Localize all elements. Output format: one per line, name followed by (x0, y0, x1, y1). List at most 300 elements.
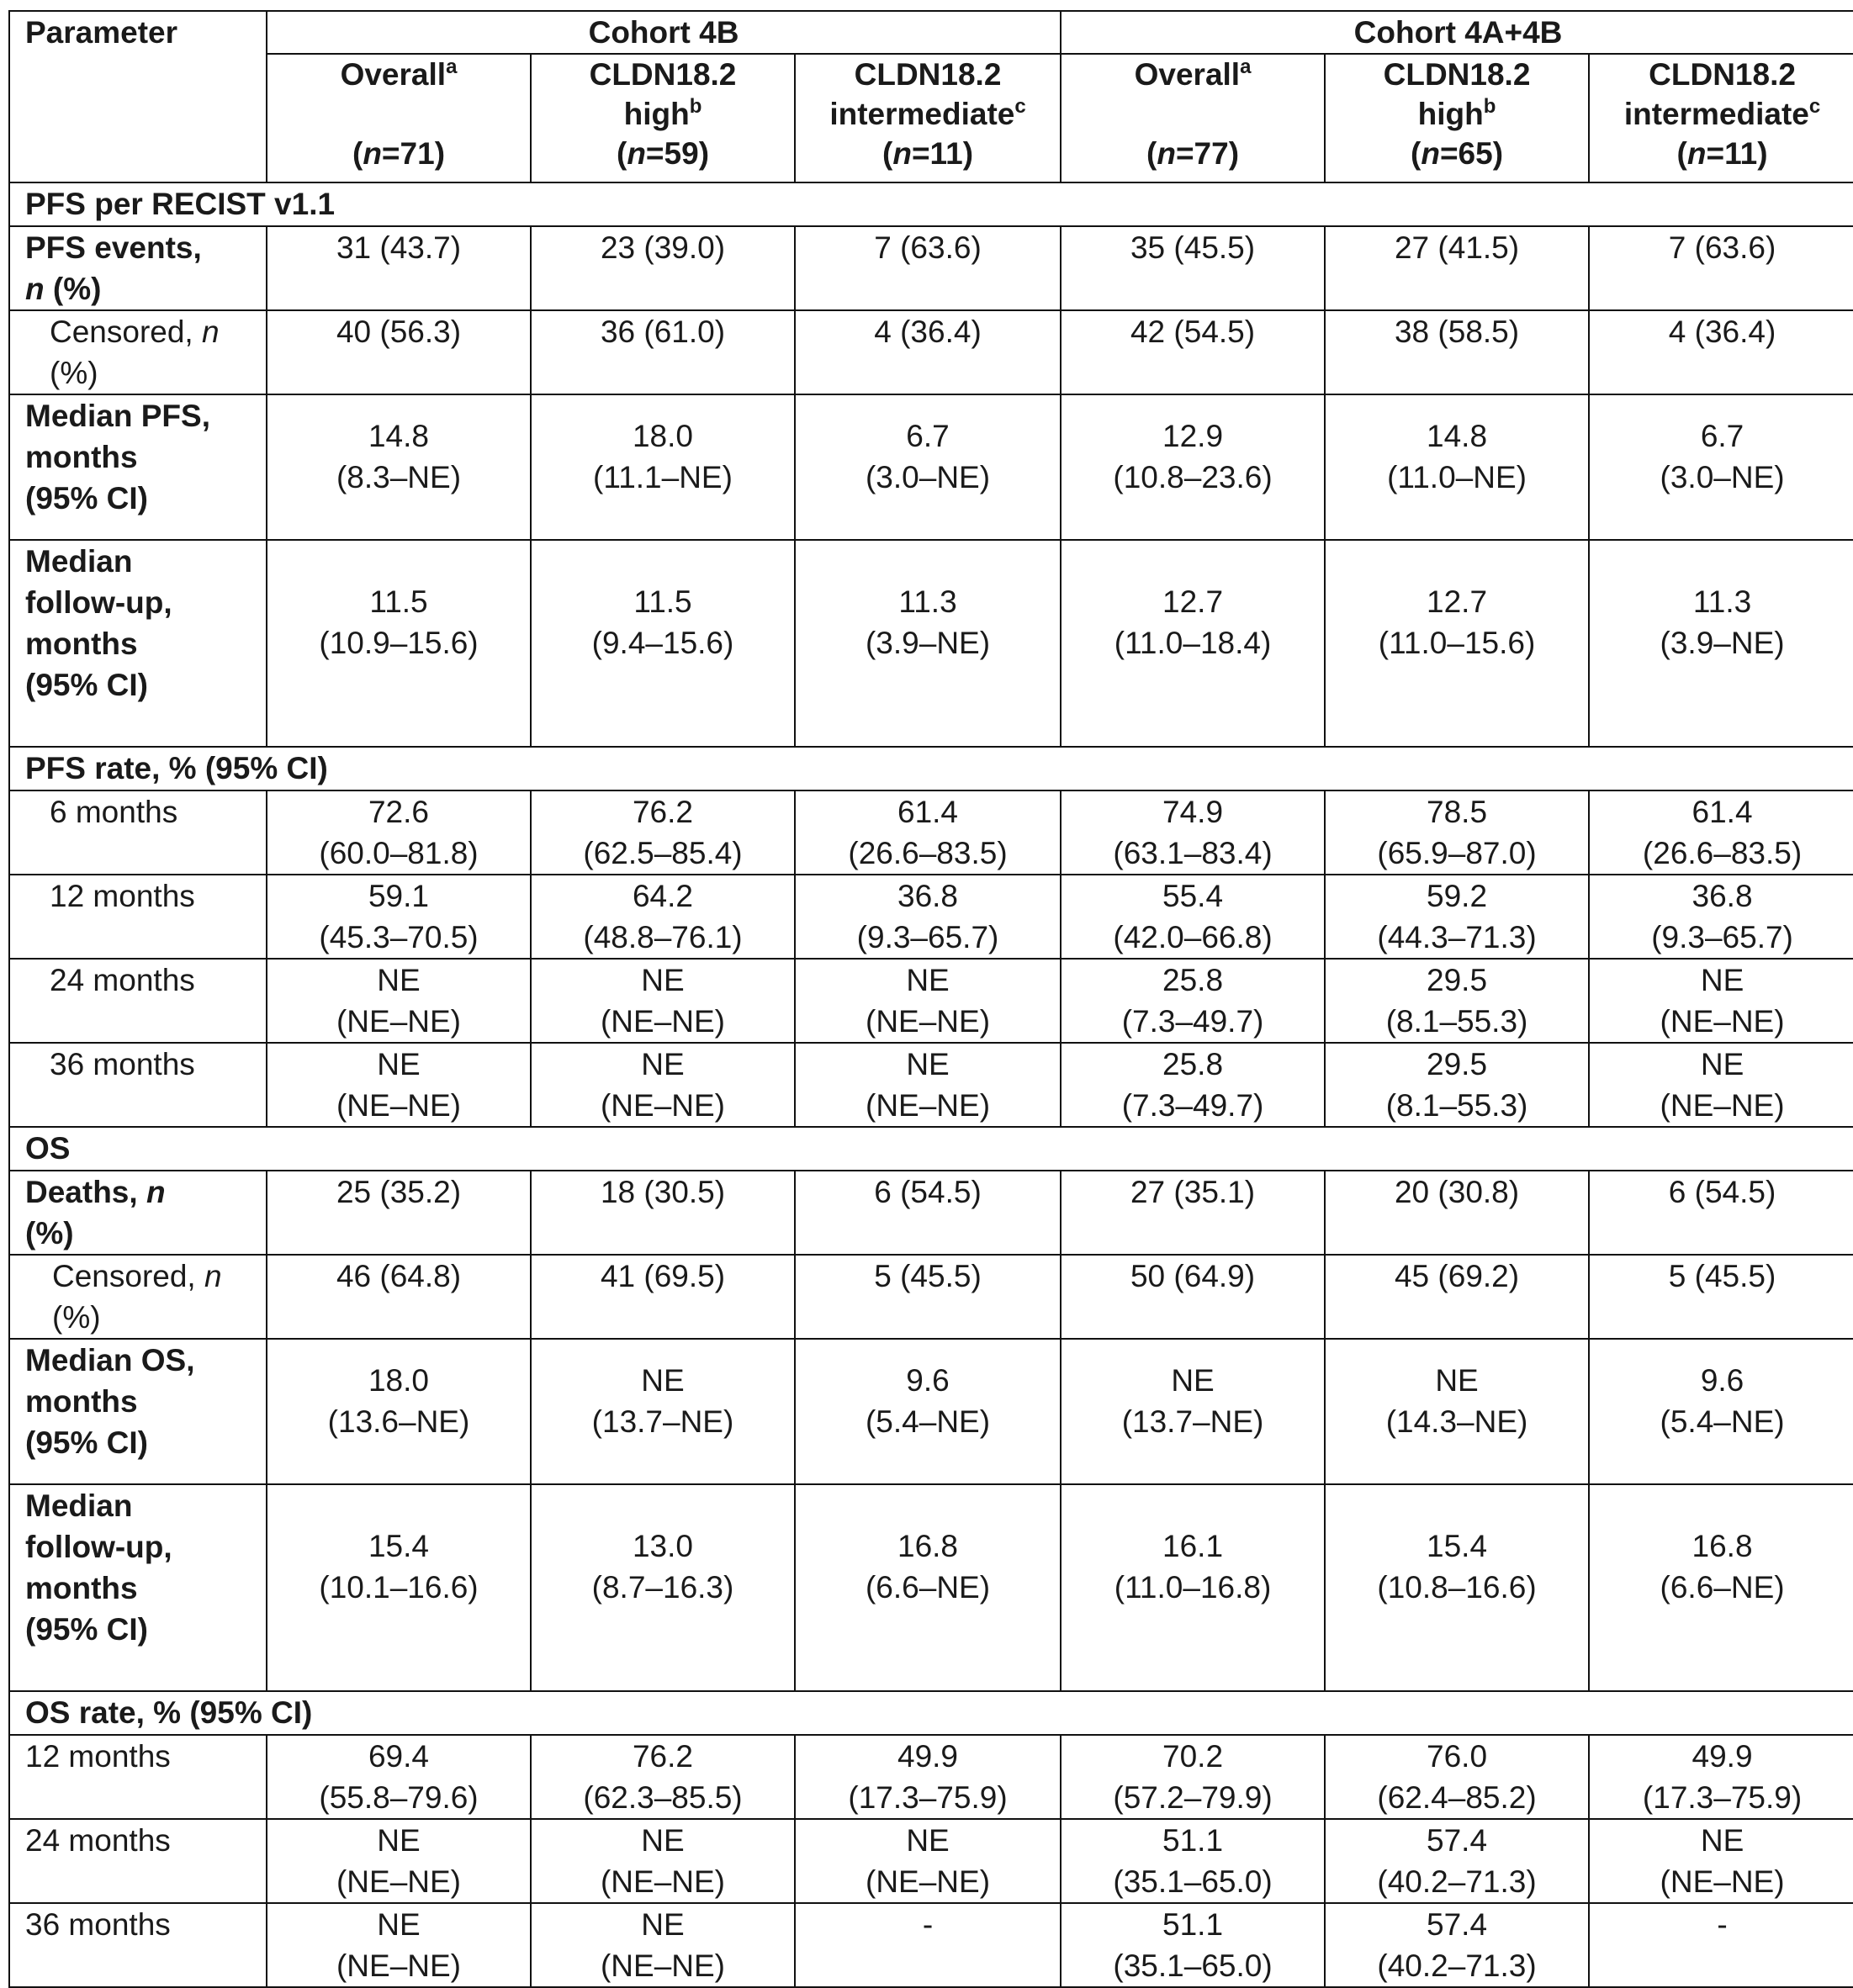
cell-value: 78.5 (1427, 795, 1488, 829)
col-label: CLDN18.2 (1383, 57, 1531, 92)
cell-ci: (8.7–16.3) (591, 1570, 734, 1605)
header-row-groups (9, 11, 1853, 54)
cell-value: 25.8 (1162, 963, 1224, 997)
table-cell (1325, 1903, 1589, 1987)
cell-ci: (62.4–85.2) (1377, 1780, 1537, 1815)
cell-value: 16.8 (1692, 1529, 1753, 1563)
cell-value: 57.4 (1427, 1907, 1488, 1942)
cell-ci: (42.0–66.8) (1113, 920, 1273, 954)
col-footnote: c (1808, 95, 1821, 118)
label-line: Median PFS, (25, 399, 210, 433)
table-row-pfs-median (9, 394, 1853, 540)
col-footnote: a (446, 56, 458, 78)
col-label-2: high (1417, 97, 1484, 131)
table-cell (795, 875, 1061, 959)
table-cell: 23 (39.0) (531, 226, 795, 310)
table-row-os-censored (9, 1255, 1853, 1339)
row-label (9, 1484, 267, 1691)
cell-value: 70.2 (1162, 1739, 1224, 1774)
table-cell (531, 1339, 795, 1484)
cell-value: 9.6 (1700, 1363, 1744, 1398)
cell-ci: (8.1–55.3) (1385, 1088, 1528, 1123)
cell-value: NE (906, 1823, 950, 1858)
section-title: OS (9, 1127, 1853, 1171)
cell-ci: (17.3–75.9) (848, 1780, 1008, 1815)
cell-ci: (NE–NE) (600, 1088, 726, 1123)
cell-ci: (NE–NE) (336, 1088, 462, 1123)
table-cell (1061, 790, 1325, 875)
cell-value: 61.4 (897, 795, 959, 829)
col-label: CLDN18.2 (1649, 57, 1796, 92)
table-cell (1589, 394, 1853, 540)
cell-ci: (63.1–83.4) (1113, 836, 1273, 870)
cell-value: 13.0 (632, 1529, 693, 1563)
row-label (9, 310, 267, 394)
col-n-symbol: n (1157, 136, 1176, 171)
section-row-pfs-rate (9, 747, 1853, 790)
cell-ci: (62.5–85.4) (583, 836, 743, 870)
table-row-pfs-followup (9, 540, 1853, 747)
label-pct: (%) (44, 272, 102, 306)
table-cell: 36 (61.0) (531, 310, 795, 394)
table-row-os-36m (9, 1903, 1853, 1987)
col-footnote: a (1240, 56, 1252, 78)
table-cell: 25 (35.2) (267, 1171, 531, 1255)
table-cell (1589, 540, 1853, 747)
table-cell (795, 1043, 1061, 1127)
cell-value: 25.8 (1162, 1047, 1224, 1081)
cell-ci: (5.4–NE) (1660, 1404, 1785, 1439)
col-n: =11 (1706, 136, 1758, 171)
cell-ci: (14.3–NE) (1385, 1404, 1528, 1439)
table-cell (267, 790, 531, 875)
cell-ci: (13.6–NE) (327, 1404, 470, 1439)
table-cell (531, 1735, 795, 1819)
header-col-high-4a4b: CLDN18.2 high$^b$ (n=65) (1325, 54, 1589, 182)
table-cell (531, 790, 795, 875)
table-row-os-12m (9, 1735, 1853, 1819)
cell-value: NE (1700, 1047, 1744, 1081)
table-cell (267, 1484, 531, 1691)
table-cell (531, 1819, 795, 1903)
col-n-symbol: n (363, 136, 382, 171)
table-cell (1325, 875, 1589, 959)
row-label (9, 226, 267, 310)
row-label (9, 1819, 267, 1903)
table-cell: 27 (35.1) (1061, 1171, 1325, 1255)
label-line: follow-up, (25, 585, 172, 620)
cell-value: 14.8 (368, 419, 429, 453)
table-cell (1061, 959, 1325, 1043)
cell-ci: (10.1–16.6) (319, 1570, 479, 1605)
table-cell (1325, 790, 1589, 875)
cell-value: 18.0 (368, 1363, 429, 1398)
header-col-intermediate-4b: CLDN18.2 intermediate$^c$ (n=11) (795, 54, 1061, 182)
col-label-2: high (623, 97, 690, 131)
table-cell: 35 (45.5) (1061, 226, 1325, 310)
table-row-pfs-6m (9, 790, 1853, 875)
cell-value: 36.8 (1692, 879, 1753, 913)
label-text: Censored, (52, 1259, 204, 1293)
cell-ci: (8.1–55.3) (1385, 1004, 1528, 1039)
cell-value: NE (1171, 1363, 1215, 1398)
header-col-overall-4b: Overall$^a$ (n=71) (267, 54, 531, 182)
cell-ci: (11.0–16.8) (1114, 1570, 1272, 1605)
table-cell: 5 (45.5) (795, 1255, 1061, 1339)
col-n-symbol: n (1421, 136, 1440, 171)
label-text: 6 months (50, 795, 178, 829)
cell-ci: (3.9–NE) (1660, 626, 1785, 660)
table-cell: 4 (36.4) (1589, 310, 1853, 394)
cell-value: 15.4 (1427, 1529, 1488, 1563)
label-text: 12 months (25, 1739, 171, 1774)
row-label (9, 1339, 267, 1484)
header-col-intermediate-4a4b: CLDN18.2 intermediate$^c$ (n=11) (1589, 54, 1853, 182)
label-line: (95% CI) (25, 668, 148, 702)
table-cell (1325, 1043, 1589, 1127)
col-n-symbol: n (1686, 136, 1707, 171)
cell-value: 11.3 (898, 584, 957, 619)
section-title: PFS rate, % (95% CI) (9, 747, 1853, 790)
row-label (9, 1043, 267, 1127)
col-n: =71 (381, 136, 435, 171)
section-row-os (9, 1127, 1853, 1171)
cell-ci: (NE–NE) (866, 1864, 991, 1899)
cell-value: 76.2 (632, 1739, 693, 1774)
header-col-overall-4a4b: Overall$^a$ (n=77) (1061, 54, 1325, 182)
cell-value: 64.2 (632, 879, 693, 913)
cell-value: 59.1 (368, 879, 429, 913)
label-line: (95% CI) (25, 1612, 148, 1647)
table-cell: 46 (64.8) (267, 1255, 531, 1339)
cell-value: 12.9 (1162, 419, 1224, 453)
col-n-symbol: n (892, 136, 912, 171)
col-label-2: intermediate (1623, 97, 1809, 131)
table-cell (267, 1819, 531, 1903)
header-row-columns (9, 54, 1853, 182)
cell-value: 55.4 (1162, 879, 1224, 913)
label-text: Censored, (50, 315, 202, 349)
header-group-cohort-4b: Cohort 4B (267, 11, 1061, 54)
cell-ci: (9.3–65.7) (856, 920, 999, 954)
col-n: =59 (645, 136, 699, 171)
label-line: months (25, 627, 138, 661)
col-label: CLDN18.2 (589, 57, 737, 92)
table-cell (267, 875, 531, 959)
label-text: Deaths, (25, 1175, 146, 1209)
table-cell (1061, 1043, 1325, 1127)
row-label (9, 790, 267, 875)
cell-value: 51.1 (1162, 1907, 1224, 1942)
cell-value: 57.4 (1427, 1823, 1488, 1858)
table-cell (1325, 540, 1589, 747)
col-label-2: intermediate (829, 97, 1015, 131)
label-line: Median (25, 544, 133, 579)
table-row-os-followup (9, 1484, 1853, 1691)
table-cell: 20 (30.8) (1325, 1171, 1589, 1255)
cell-ci: (10.8–23.6) (1113, 460, 1273, 494)
cell-ci: (13.7–NE) (1121, 1404, 1264, 1439)
col-n: =65 (1439, 136, 1493, 171)
table-cell: 7 (63.6) (1589, 226, 1853, 310)
table-cell (1325, 394, 1589, 540)
cell-value: NE (1700, 1823, 1744, 1858)
cell-ci: (11.0–18.4) (1114, 626, 1272, 660)
cell-ci: (3.0–NE) (1660, 460, 1785, 494)
row-label (9, 394, 267, 540)
cell-value: NE (906, 1047, 950, 1081)
table-cell (267, 1339, 531, 1484)
cell-ci: (26.6–83.5) (1642, 836, 1803, 870)
table-cell (531, 1043, 795, 1127)
table-cell (1061, 875, 1325, 959)
label-text: 24 months (25, 1823, 171, 1858)
cell-value: 76.0 (1427, 1739, 1488, 1774)
label-text: PFS events, (25, 230, 202, 265)
cell-ci: (NE–NE) (866, 1088, 991, 1123)
cell-value: 61.4 (1692, 795, 1753, 829)
label-n: n (202, 315, 220, 349)
table-cell (1061, 1903, 1325, 1987)
col-footnote: c (1014, 95, 1026, 118)
cell-value: 49.9 (897, 1739, 959, 1774)
table-cell: 5 (45.5) (1589, 1255, 1853, 1339)
cell-value: 36.8 (897, 879, 959, 913)
table-cell (267, 1735, 531, 1819)
table-cell (1061, 540, 1325, 747)
cell-ci: (NE–NE) (1660, 1864, 1785, 1899)
table-cell (1325, 959, 1589, 1043)
table-cell (795, 1484, 1061, 1691)
cell-ci: (5.4–NE) (865, 1404, 991, 1439)
row-label (9, 1903, 267, 1987)
table-cell: 18 (30.5) (531, 1171, 795, 1255)
cell-value: NE (641, 1047, 685, 1081)
cell-value: NE (1700, 963, 1744, 997)
col-footnote: b (1483, 95, 1496, 118)
cell-value: 11.5 (633, 584, 692, 619)
col-n-symbol: n (627, 136, 646, 171)
table-cell (531, 959, 795, 1043)
table-row-os-24m (9, 1819, 1853, 1903)
table-cell (795, 1735, 1061, 1819)
header-group-cohort-4a4b: Cohort 4A+4B (1061, 11, 1853, 54)
cell-ci: (NE–NE) (600, 1864, 726, 1899)
table-row-pfs-12m (9, 875, 1853, 959)
table-cell (531, 875, 795, 959)
label-pct: (%) (25, 1216, 74, 1250)
cell-ci: (NE–NE) (600, 1004, 726, 1039)
header-parameter-text: Parameter (25, 15, 178, 50)
label-text: 36 months (25, 1907, 171, 1942)
table-row-pfs-36m (9, 1043, 1853, 1127)
section-row-os-rate (9, 1691, 1853, 1735)
table-cell (1325, 1819, 1589, 1903)
cell-value: 59.2 (1427, 879, 1488, 913)
table-row-os-median (9, 1339, 1853, 1484)
table-cell: 38 (58.5) (1325, 310, 1589, 394)
table-cell (1589, 1819, 1853, 1903)
cell-ci: (11.1–NE) (593, 460, 733, 494)
cell-value: NE (377, 1047, 421, 1081)
table-cell (531, 1903, 795, 1987)
cell-value: NE (377, 1907, 421, 1942)
table-cell: 50 (64.9) (1061, 1255, 1325, 1339)
row-label (9, 1735, 267, 1819)
label-n: n (146, 1175, 166, 1209)
label-line: Median (25, 1488, 133, 1523)
cell-value: 74.9 (1162, 795, 1224, 829)
cell-ci: (3.0–NE) (865, 460, 991, 494)
table-cell: 6 (54.5) (1589, 1171, 1853, 1255)
table-cell (1589, 875, 1853, 959)
label-pct: (%) (50, 356, 98, 390)
label-pct: (%) (52, 1300, 101, 1335)
table-cell (795, 540, 1061, 747)
cell-value: NE (377, 963, 421, 997)
table-cell (795, 790, 1061, 875)
cell-value: NE (641, 1363, 685, 1398)
table-cell (1589, 790, 1853, 875)
col-label: CLDN18.2 (854, 57, 1002, 92)
cell-value: 69.4 (368, 1739, 429, 1774)
cell-value: 29.5 (1427, 963, 1488, 997)
cell-ci: (40.2–71.3) (1377, 1864, 1537, 1899)
cell-ci: (NE–NE) (866, 1004, 991, 1039)
cell-ci: (10.9–15.6) (319, 626, 479, 660)
cell-value: 16.1 (1162, 1529, 1224, 1563)
table-cell (1589, 1339, 1853, 1484)
cell-value: - (1717, 1907, 1728, 1942)
col-n: =77 (1175, 136, 1229, 171)
cell-value: 72.6 (368, 795, 429, 829)
table-cell (267, 394, 531, 540)
cell-ci: (7.3–49.7) (1121, 1004, 1264, 1039)
cell-ci: (60.0–81.8) (319, 836, 479, 870)
cell-value: NE (641, 1823, 685, 1858)
cell-value: 12.7 (1427, 584, 1488, 619)
table-cell (1325, 1735, 1589, 1819)
cell-value: 11.3 (1692, 584, 1752, 619)
cell-ci: (NE–NE) (600, 1948, 726, 1983)
cell-ci: (57.2–79.9) (1113, 1780, 1273, 1815)
row-label (9, 540, 267, 747)
table-cell: 40 (56.3) (267, 310, 531, 394)
cell-value: 51.1 (1162, 1823, 1224, 1858)
table-cell (1061, 1819, 1325, 1903)
table-cell: 41 (69.5) (531, 1255, 795, 1339)
table-cell: 42 (54.5) (1061, 310, 1325, 394)
cell-ci: (62.3–85.5) (583, 1780, 743, 1815)
cell-ci: (NE–NE) (336, 1948, 462, 1983)
cell-value: 18.0 (632, 419, 693, 453)
cell-value: 9.6 (906, 1363, 950, 1398)
row-label (9, 959, 267, 1043)
cell-value: 49.9 (1692, 1739, 1753, 1774)
table-cell (531, 540, 795, 747)
cell-ci: (65.9–87.0) (1377, 836, 1537, 870)
cell-ci: (35.1–65.0) (1113, 1948, 1273, 1983)
table-cell: 4 (36.4) (795, 310, 1061, 394)
cell-ci: (26.6–83.5) (848, 836, 1008, 870)
label-line: months (25, 1384, 138, 1419)
header-col-high-4b: CLDN18.2 high$^b$ (n=59) (531, 54, 795, 182)
table-cell: 27 (41.5) (1325, 226, 1589, 310)
table-row-pfs-censored (9, 310, 1853, 394)
label-line: Median OS, (25, 1343, 195, 1377)
section-row-pfs (9, 182, 1853, 226)
cell-ci: (44.3–71.3) (1377, 920, 1537, 954)
cell-ci: (NE–NE) (1660, 1004, 1785, 1039)
label-line: (95% CI) (25, 1425, 148, 1460)
table-cell (1589, 1903, 1853, 1987)
cell-value: NE (1435, 1363, 1479, 1398)
section-title: PFS per RECIST v1.1 (9, 182, 1853, 226)
cell-ci: (10.8–16.6) (1377, 1570, 1537, 1605)
cell-ci: (6.6–NE) (1660, 1570, 1785, 1605)
row-label (9, 1171, 267, 1255)
cell-ci: (35.1–65.0) (1113, 1864, 1273, 1899)
cell-value: NE (641, 1907, 685, 1942)
label-line: (95% CI) (25, 481, 148, 516)
cell-value: 6.7 (906, 419, 950, 453)
label-line: follow-up, (25, 1530, 172, 1564)
table-cell (1061, 394, 1325, 540)
label-n: n (204, 1259, 222, 1293)
col-n: =11 (911, 136, 963, 171)
cell-ci: (9.4–15.6) (591, 626, 734, 660)
table-cell (795, 1903, 1061, 1987)
label-line: months (25, 1571, 138, 1605)
cell-ci: (11.0–NE) (1387, 460, 1527, 494)
table-cell (267, 959, 531, 1043)
cell-ci: (3.9–NE) (865, 626, 991, 660)
table-cell (531, 394, 795, 540)
table-cell (1589, 1043, 1853, 1127)
cell-ci: (NE–NE) (336, 1004, 462, 1039)
label-text: 24 months (50, 963, 195, 997)
col-label: Overall (340, 57, 447, 92)
table-cell (267, 1903, 531, 1987)
table-cell (267, 1043, 531, 1127)
cell-ci: (11.0–15.6) (1378, 626, 1536, 660)
cell-value: 12.7 (1162, 584, 1224, 619)
table-cell: 45 (69.2) (1325, 1255, 1589, 1339)
row-label (9, 875, 267, 959)
cell-value: NE (906, 963, 950, 997)
table-cell: 7 (63.6) (795, 226, 1061, 310)
cell-ci: (9.3–65.7) (1651, 920, 1793, 954)
cell-value: 6.7 (1700, 419, 1744, 453)
cell-value: 14.8 (1427, 419, 1488, 453)
table-cell (795, 394, 1061, 540)
efficacy-table (8, 10, 1853, 1988)
cell-ci: (13.7–NE) (591, 1404, 734, 1439)
label-line: months (25, 440, 138, 474)
table-cell (1325, 1484, 1589, 1691)
cell-value: 76.2 (632, 795, 693, 829)
col-label: Overall (1134, 57, 1241, 92)
table-cell (531, 1484, 795, 1691)
table-cell (795, 959, 1061, 1043)
cell-value: 15.4 (368, 1529, 429, 1563)
table-cell (1589, 959, 1853, 1043)
table-cell (795, 1819, 1061, 1903)
label-text: 36 months (50, 1047, 195, 1081)
cell-ci: (6.6–NE) (865, 1570, 991, 1605)
header-parameter (9, 11, 267, 182)
cell-ci: (48.8–76.1) (583, 920, 743, 954)
